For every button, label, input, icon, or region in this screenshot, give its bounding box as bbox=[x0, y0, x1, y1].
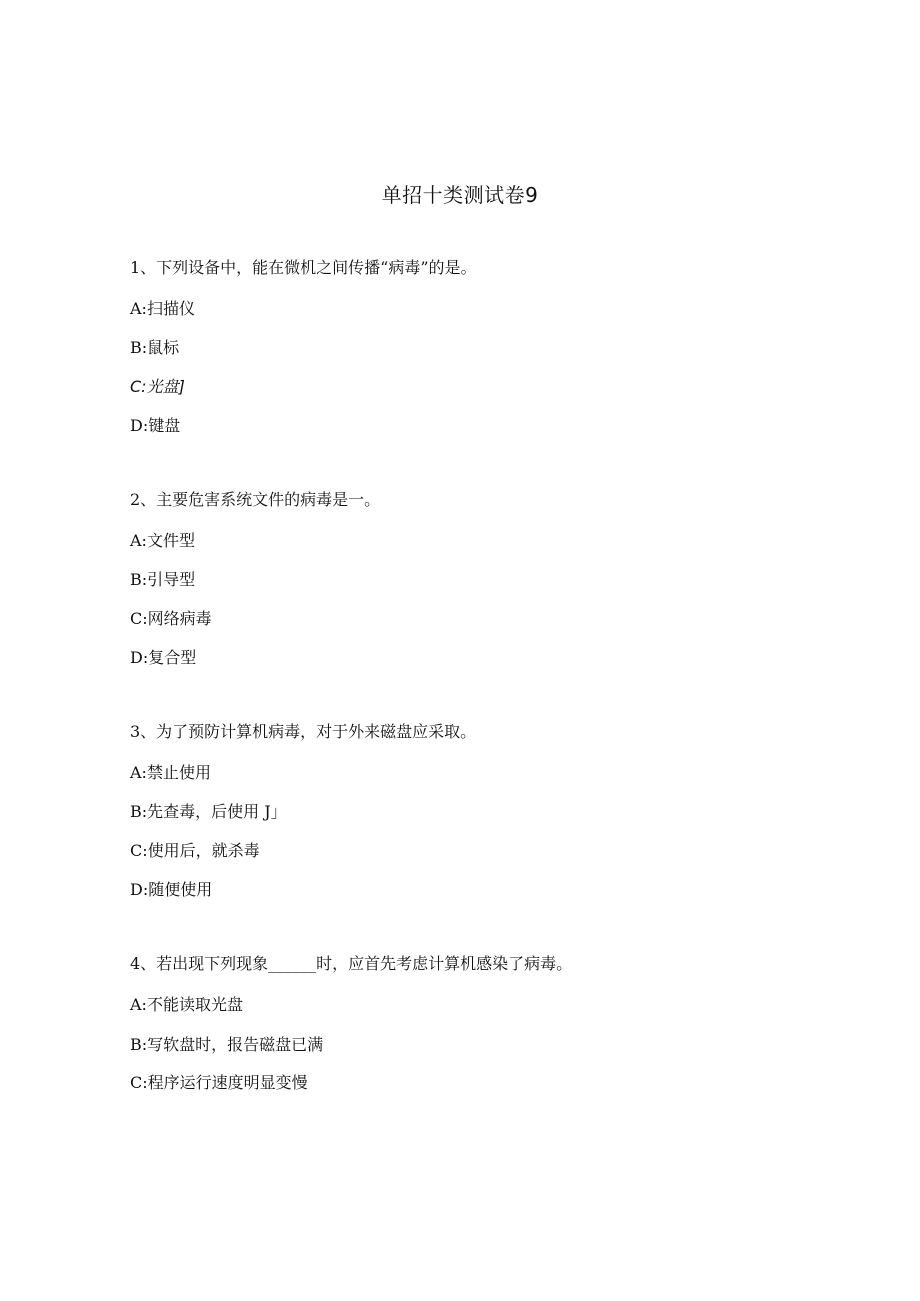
question-1-option-c: C:光盘] bbox=[130, 377, 185, 396]
question-2-option-a: A:文件型 bbox=[130, 531, 195, 550]
question-3-option-d: D:随便使用 bbox=[130, 880, 213, 899]
question-2-option-c: C:网络病毒 bbox=[130, 609, 212, 628]
question-4-stem: 4、若出现下列现象______时，应首先考虑计算机感染了病毒。 bbox=[130, 954, 573, 973]
question-3-option-c: C:使用后，就杀毒 bbox=[130, 841, 260, 860]
question-3-stem: 3、为了预防计算机病毒，对于外来磁盘应采取。 bbox=[130, 722, 477, 741]
question-2-option-b: B:引导型 bbox=[130, 570, 196, 589]
question-3-option-b: B:先查毒，后使用 J」 bbox=[130, 802, 287, 821]
question-2-option-d: D:复合型 bbox=[130, 648, 197, 667]
question-3-option-a: A:禁止使用 bbox=[130, 763, 211, 782]
question-1-stem: 1、下列设备中，能在微机之间传播“病毒”的是。 bbox=[130, 258, 477, 277]
question-1-option-d: D:键盘 bbox=[130, 416, 181, 435]
question-1-option-b: B:鼠标 bbox=[130, 338, 180, 357]
question-4-option-b: B:写软盘时，报告磁盘已满 bbox=[130, 1035, 324, 1054]
question-4-option-c: C:程序运行速度明显变慢 bbox=[130, 1073, 308, 1092]
question-4-option-a: A:不能读取光盘 bbox=[130, 995, 243, 1014]
question-1-option-a: A:扫描仪 bbox=[130, 299, 195, 318]
question-2-stem: 2、主要危害系统文件的病毒是一。 bbox=[130, 490, 381, 509]
page-title: 单招十类测试卷9 bbox=[381, 183, 539, 207]
